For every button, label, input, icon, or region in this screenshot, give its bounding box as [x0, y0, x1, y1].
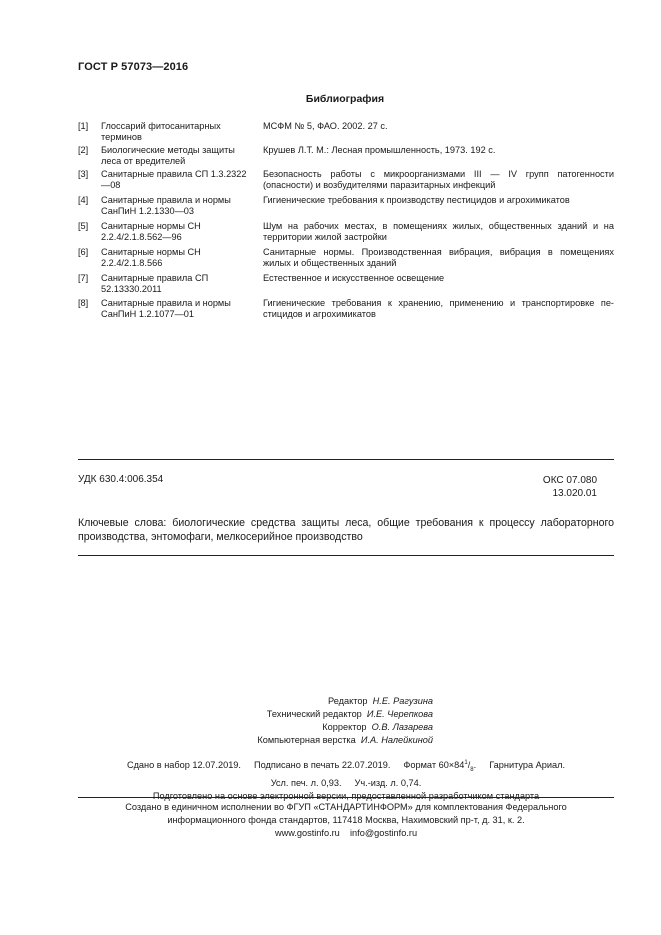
keywords: Ключевые слова: биологические средства защиты леса, общие требования к процессу лабораторного производства, энтомофаги, мелкосерийное производство — [78, 517, 614, 543]
bib-number: [5] — [78, 221, 89, 231]
publication-sheets — [78, 777, 614, 790]
bibliography-item — [78, 169, 618, 195]
website-link[interactable]: www.gostinfo.ru — [274, 828, 340, 838]
pub-sheets: Уч.-изд. л. 0,74. — [354, 777, 422, 788]
staff-name: И.Е. Черепкова — [366, 709, 433, 719]
bibliography-item — [78, 145, 618, 169]
signed-date: Подписано в печать 22.07.2019. — [253, 760, 391, 771]
bib-source-name: Санитарные нормы СН 2.2.4/2.1.8.566 — [101, 247, 201, 269]
bib-source-name: Санитарные нормы СН 2.2.4/2.1.8.562—96 — [101, 221, 201, 243]
bib-number: [4] — [78, 195, 89, 205]
sent-date: Сдано в набор 12.07.2019. — [126, 760, 241, 771]
footer-line: Создано в единичном исполнении во ФГУП «СТАНДАРТИНФОРМ» для комплектования Федерального — [125, 802, 567, 812]
bibliography-item — [78, 298, 618, 322]
staff-credits — [257, 695, 433, 747]
bib-source-name: Санитарные правила СП 52.13330.2011 — [101, 273, 209, 295]
print-sheets: Усл. печ. л. 0,93. — [270, 777, 342, 788]
bibliography-item — [78, 195, 618, 221]
divider-top — [78, 459, 614, 460]
publication-dates — [78, 757, 614, 777]
oks-line: 13.020.01 — [552, 488, 597, 499]
staff-row — [257, 695, 433, 708]
publication-info — [78, 757, 614, 803]
bib-description: Крушев Л.Т. М.: Лесная промышленность, 1973. 192 с. — [263, 145, 496, 155]
bib-number: [3] — [78, 169, 89, 179]
footer-line: информационного фонда стандартов, 117418 Москва, Нахимовский пр-т, д. 31, к. 2. — [167, 815, 525, 825]
oks-code — [543, 474, 597, 500]
bib-source-name: Глоссарий фитосанитарных терминов — [101, 121, 221, 143]
staff-row — [257, 734, 433, 747]
udk-code: УДК 630.4:006.354 — [78, 474, 164, 485]
bib-number: [1] — [78, 121, 89, 131]
staff-role: Компьютерная верстка — [257, 735, 356, 745]
bib-description: Естественное и искусственное освещение — [263, 273, 445, 283]
bib-source-name: Санитарные правила СП 1.3.2322—08 — [101, 169, 247, 191]
staff-role: Технический редактор — [266, 709, 362, 719]
bib-source-name: Биологические методы защиты леса от вредителей — [101, 145, 235, 167]
divider-keywords — [78, 555, 614, 556]
prepared-note: Подготовлено на основе электронной версии, предоставленной разработчиком стандарта — [152, 790, 540, 801]
divider-footer — [78, 797, 614, 798]
bib-description: МСФМ № 5, ФАО. 2002. 27 с. — [263, 121, 388, 131]
bib-number: [7] — [78, 273, 89, 283]
bib-source-name: Санитарные правила и нормы СанПиН 1.2.1077—01 — [101, 298, 231, 320]
bib-description: Гигиенические требования к хранению, применению и транспортировке пе-стицидов и агрохимикатов — [263, 298, 614, 320]
bib-number: [8] — [78, 298, 89, 308]
bibliography-item — [78, 273, 618, 298]
staff-name: И.А. Налейкиной — [360, 735, 433, 745]
bib-description: Гигиенические требования к производству пестицидов и агрохимикатов — [263, 195, 570, 205]
staff-name: Н.Е. Рагузина — [372, 696, 433, 706]
bibliography-item — [78, 121, 618, 145]
bib-number: [6] — [78, 247, 89, 257]
oks-line: ОКС 07.080 — [542, 475, 597, 486]
bibliography-list — [78, 121, 618, 322]
section-title: Библиография — [305, 93, 385, 105]
staff-role: Корректор — [322, 722, 367, 732]
staff-row — [257, 708, 433, 721]
email-link[interactable]: info@gostinfo.ru — [350, 828, 418, 838]
typeface: Гарнитура Ариал. — [489, 760, 566, 771]
staff-name: О.В. Лазарева — [371, 722, 433, 732]
bib-description: Санитарные нормы. Производственная вибрация, вибрация в помещениях жилых и общественных зданий — [263, 247, 614, 269]
standard-number: ГОСТ Р 57073—2016 — [78, 61, 189, 73]
bib-source-name: Санитарные правила и нормы СанПиН 1.2.1330—03 — [101, 195, 231, 217]
staff-row — [257, 721, 433, 734]
bib-number: [2] — [78, 145, 89, 155]
staff-role: Редактор — [327, 696, 368, 706]
bib-description: Безопасность работы с микроорганизмами III — IV групп патогенности (опасности) и возбудителями паразитарных инфекций — [263, 169, 614, 191]
bibliography-item — [78, 221, 618, 247]
publisher-footer — [78, 801, 614, 840]
bibliography-item — [78, 247, 618, 273]
footer-contacts — [78, 827, 614, 840]
bib-description: Шум на рабочих местах, в помещениях жилых, общественных зданий и на территории жилой застройки — [263, 221, 614, 243]
paper-format: Формат $60\times 84^1/_8$. — [403, 760, 477, 773]
